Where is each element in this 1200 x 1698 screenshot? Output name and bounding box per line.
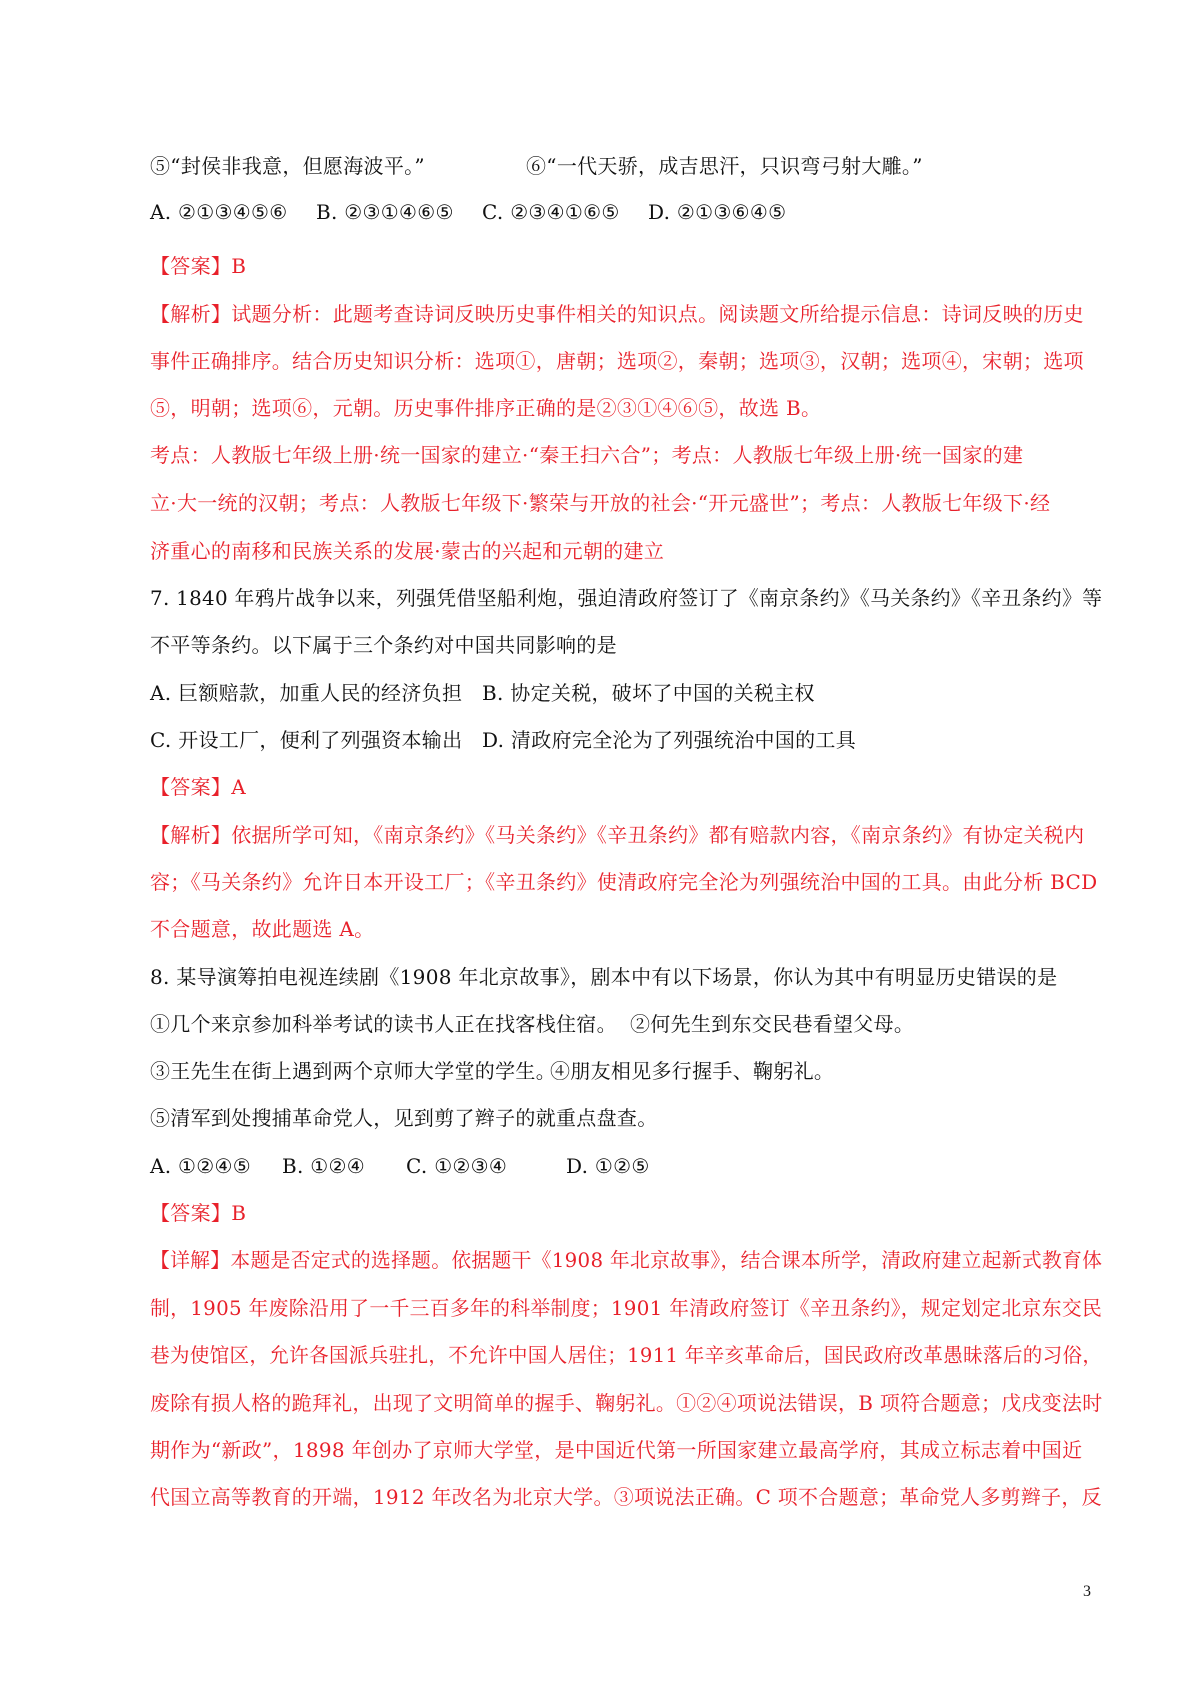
q7-choice-d: D. 清政府完全沦为了列强统治中国的工具 [482, 728, 857, 752]
q6-choice-b: B. ②③①④⑥⑤ [316, 200, 454, 224]
q8-scene-2: ②何先生到东交民巷看望父母。 [630, 1012, 915, 1036]
q6-points-line-1: 考点：人教版七年级上册·统一国家的建立·“秦王扫六合”；考点：人教版七年级上册·统一国家的建 [150, 443, 1024, 467]
q7-choice-b: B. 协定关税，破坏了中国的关税主权 [482, 681, 815, 705]
q8-detail-line-5: 期作为“新政”，1898 年创办了京师大学堂，是中国近代第一所国家建立最高学府，其成立标志着中国近 [150, 1438, 1083, 1462]
q7-choice-a: A. 巨额赔款，加重人民的经济负担 [150, 681, 463, 705]
q8-scene-5: ⑤清军到处搜捕革命党人，见到剪了辫子的就重点盘查。 [150, 1106, 658, 1130]
q6-points-line-3: 济重心的南移和民族关系的发展·蒙古的兴起和元朝的建立 [150, 539, 665, 563]
q8-detail-line-4: 废除有损人格的跪拜礼，出现了文明简单的握手、鞠躬礼。①②④项说法错误，B 项符合题意；戊戌变法时 [150, 1391, 1103, 1415]
q7-stem-line-1: 7. 1840 年鸦片战争以来，列强凭借坚船利炮，强迫清政府签订了《南京条约》《马关条约》《辛丑条约》等 [150, 586, 1103, 610]
q6-choice-d: D. ②①③⑥④⑤ [648, 200, 787, 224]
q8-scene-3: ③王先生在街上遇到两个京师大学堂的学生。 [150, 1059, 556, 1083]
q7-answer: 【答案】A [150, 775, 246, 799]
q7-analysis-line-3: 不合题意，故此题选 A。 [150, 917, 375, 941]
q6-analysis-line-3: ⑤，明朝；选项⑥，元朝。历史事件排序正确的是②③①④⑥⑤，故选 B。 [150, 396, 822, 420]
q6-choice-c: C. ②③④①⑥⑤ [482, 200, 620, 224]
q6-points-line-2: 立·大一统的汉朝；考点：人教版七年级下·繁荣与开放的社会·“开元盛世”；考点：人教版七年级下·经 [150, 491, 1051, 515]
q8-detail-line-3: 巷为使馆区，允许各国派兵驻扎，不允许中国人居住；1911 年辛亥革命后，国民政府改革愚昧落后的习俗， [150, 1343, 1103, 1367]
q8-scene-4: ④朋友相见多行握手、鞠躬礼。 [550, 1059, 835, 1083]
q6-analysis-line-2: 事件正确排序。结合历史知识分析：选项①，唐朝；选项②，秦朝；选项③，汉朝；选项④，宋朝；选项 [150, 349, 1084, 373]
q8-scene-1: ①几个来京参加科举考试的读书人正在找客栈住宿。 [150, 1012, 617, 1036]
q6-line-6: ⑥“一代天骄，成吉思汗，只识弯弓射大雕。” [526, 154, 923, 178]
q8-answer: 【答案】B [150, 1201, 247, 1225]
q8-stem: 8. 某导演筹拍电视连续剧《1908 年北京故事》，剧本中有以下场景，你认为其中有明显历史错误的是 [150, 965, 1058, 989]
q6-choice-a: A. ②①③④⑤⑥ [150, 200, 288, 224]
q8-detail-line-1: 【详解】本题是否定式的选择题。依据题干《1908 年北京故事》，结合课本所学，清政府建立起新式教育体 [150, 1248, 1103, 1272]
q8-detail-line-6: 代国立高等教育的开端，1912 年改名为北京大学。③项说法正确。C 项不合题意；革命党人多剪辫子，反 [150, 1485, 1102, 1509]
page-number: 3 [1083, 1583, 1091, 1600]
q6-answer: 【答案】B [150, 254, 247, 278]
q6-line-5: ⑤“封侯非我意，但愿海波平。” [150, 154, 425, 178]
q7-analysis-line-1: 【解析】依据所学可知，《南京条约》《马关条约》《辛丑条约》都有赔款内容，《南京条约》有协定关税内 [150, 823, 1085, 847]
q8-choice-d: D. ①②⑤ [566, 1154, 650, 1178]
q8-choice-c: C. ①②③④ [406, 1154, 508, 1178]
q7-choice-c: C. 开设工厂，便利了列强资本输出 [150, 728, 463, 752]
q6-analysis-line-1: 【解析】试题分析：此题考查诗词反映历史事件相关的知识点。阅读题文所给提示信息：诗词反映的历史 [150, 302, 1084, 326]
q8-choice-b: B. ①②④ [282, 1154, 366, 1178]
q8-choice-a: A. ①②④⑤ [150, 1154, 251, 1178]
q8-detail-line-2: 制，1905 年废除沿用了一千三百多年的科举制度；1901 年清政府签订《辛丑条约》，规定划定北京东交民 [150, 1296, 1103, 1320]
q7-stem-line-2: 不平等条约。以下属于三个条约对中国共同影响的是 [150, 633, 617, 657]
q7-analysis-line-2: 容；《马关条约》允许日本开设工厂；《辛丑条约》使清政府完全沦为列强统治中国的工具。由此分析 BCD [150, 870, 1098, 894]
